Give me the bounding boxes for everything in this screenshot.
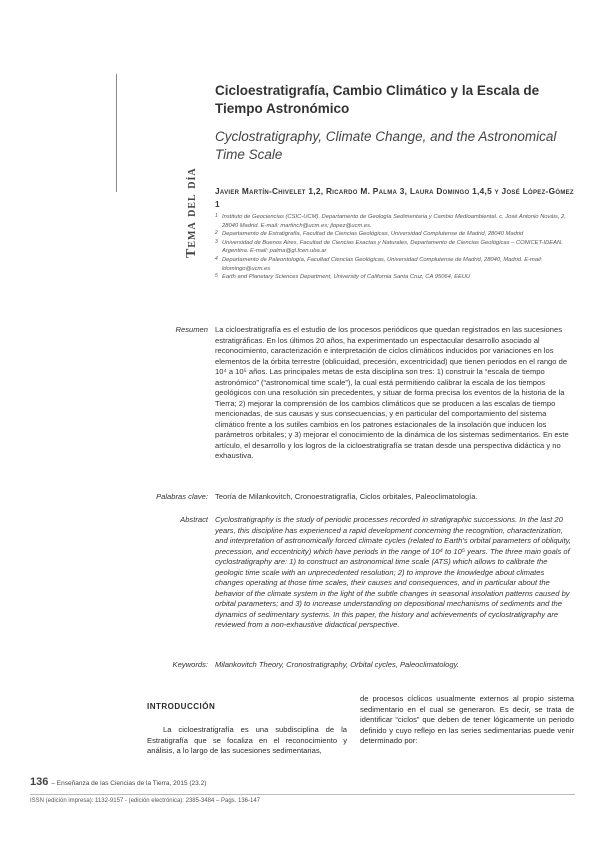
abstract-text: Cyclostratigraphy is the study of periodic processes recorded in stratigraphic successions. In the last 20 years, this discipline has experienced a rapid development concerning the recognition, characterization, and interpretation of astronomically forced climate cycles (related to Earth’s orbital parameters of obliquity, precession, and eccentricity) which have periods in the range of 10⁴ to 10⁵ years. The three main goals of cyclostratigraphy are: 1) to construct an astronomical time scale (ATS) which allows to calibrate the geologic time scale with an unprecedented resolution; 2) to improve the knowledge about climates changes operating at those time scales, their causes and consequences, and in particular about the behavior of the climate system in the light of the subtle changes in seasonal insolation patterns caused by orbital parameters; and 3) to increase understanding on depositional mechanisms of sediments and the dynamics of sedimentary systems. In this paper, the history and achievements of cyclostratigraphy are reviewed from a non-exhaustive didactical perspective.: [215, 515, 571, 629]
introduction-heading: INTRODUCCIÓN: [147, 702, 216, 711]
intro-right-column: de procesos cíclicos usualmente externos al propio sistema sedimentario en el cual se generaron. Es decir, se trata de identificar “ciclos” que deben de tener lógicamente un periodo definido y cuyo reflejo en las series sedimentarias puede venir determinado por:: [360, 694, 574, 746]
palabras-clave-text: Teoría de Milankovitch, Cronoestratigrafía, Ciclos orbitales, Paleoclimatología.: [215, 492, 478, 501]
footer-journal: 136 – Enseñanza de las Ciencias de la Tierra, 2015 (23.2): [30, 776, 207, 788]
palabras-clave-label: Palabras clave:: [156, 492, 208, 501]
affiliation-item: 3 Universidad de Buenos Aires, Facultad de Ciencias Exactas y Naturales, Departamento de Ciencias Geológicas – CONICET-IDEAN. Argentina. E-mail: palma@gl.fcen.uba.ar: [215, 238, 563, 255]
intro-left-column: La cicloestratigrafía es una subdisciplina de la Estratigrafía que se focaliza en el reconocimiento y análisis, a lo largo de las sucesiones sedimentarias,: [147, 725, 347, 756]
footer-rule: [30, 794, 575, 795]
affiliations: [215, 213, 575, 282]
authors: Javier Martín-Chivelet 1,2, Ricardo M. Palma 3, Laura Domingo 1,4,5 y José López-Gómez 1: [215, 186, 574, 209]
footer-issn: ISSN (edición impresa): 1132-9157 - (edición electrónica): 2385-3484 – Pags. 136-147: [30, 798, 261, 804]
resumen-label: Resumen: [175, 325, 208, 334]
keywords-text: Milankovitch Theory, Cronostratigraphy, Orbital cycles, Paleoclimatology.: [215, 660, 459, 669]
abstract-label: Abstract: [180, 515, 208, 524]
page-number: 136: [30, 776, 49, 788]
affiliation-item: 1 Instituto de Geociencias (CSIC-UCM). Departamento de Geología Sedimentaria y Cambio Medioambiental. c. José Antonio Nováis, 2, 28040 Madrid. E-mail: martinch@ucm.es; jlopez@ucm.es.: [215, 213, 566, 229]
section-tab: Tema del día: [184, 167, 199, 258]
resumen-text: La cicloestratigrafía es el estudio de los procesos periódicos que quedan registrados en las sucesiones estratigráficas. En los últimos 20 años, ha experimentado un espectacular desarrollo asociado al reconocimiento, caracterización e interpretación de ciclos climáticos inducidos por variaciones en los elementos de la órbita terrestre (oblicuidad, precesión, excentricidad) que tienen periodos en el rango de 10⁴ a 10⁵ años. Las principales metas de esta disciplina son tres: 1) construir la “escala de tiempo astronómico” (“astronomical time scale”), la cual está permitiendo calibrar la escala de los tiempos geológicos con una resolución sin precedentes, y situar de forma precisa los eventos de la historia de la Tierra; 2) mejorar la comprensión de los cambios climáticos que se producen a las escalas de tiempo mencionadas, de sus causas y sus consecuencias, y en particular del comportamiento del sistema climático frente a los sutiles cambios en los patrones estacionales de la insolación que inducen los parámetros orbitales; y 3) mejorar el conocimiento de la dinámica de los sistemas sedimentarios. En este artículo, el desarrollo y los logros de la cicloestratigrafía se tratan desde una perspectiva didáctica y no exhaustiva.: [215, 325, 569, 460]
affiliation-item: 5 Earth and Planetary Sciences Department, University of California Santa Cruz, CA 95064, EEUU: [215, 273, 471, 281]
title-spanish: Cicloestratigrafía, Cambio Climático y la Escala de Tiempo Astronómico: [215, 83, 540, 116]
keywords-label: Keywords:: [172, 660, 208, 669]
affiliation-item: 2 Departamento de Estratigrafía, Facultad de Ciencias Geológicas, Universidad Complutense de Madrid, 28040 Madrid: [215, 230, 524, 238]
title-english: Cyclostratigraphy, Climate Change, and the Astronomical Time Scale: [215, 129, 557, 162]
affiliation-item: 4 Departamento de Paleontología, Facultad Ciencias Geológicas, Universidad Complutense de Madrid, 28040, Madrid. E-mail: ldomingo@ucm.es: [215, 255, 543, 272]
